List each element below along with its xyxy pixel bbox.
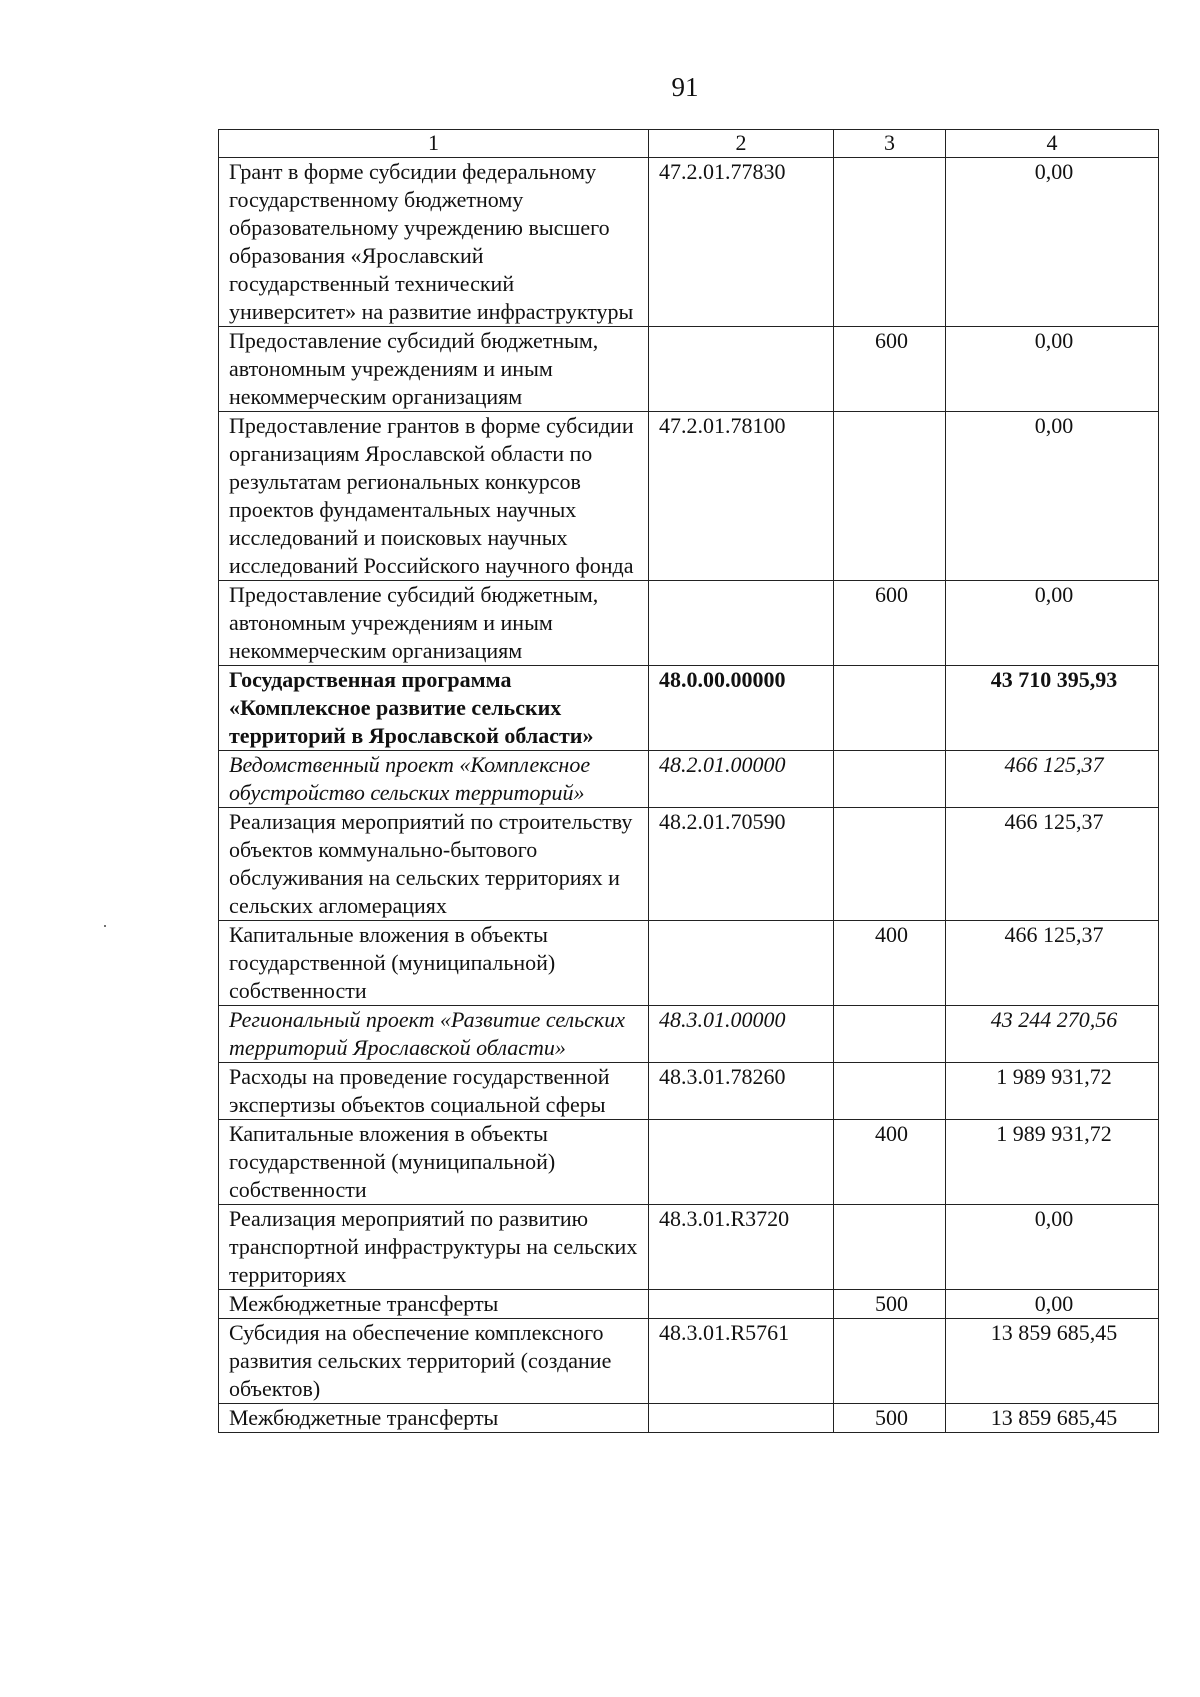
row-kind-cell: 500 [834,1404,946,1433]
row-kind-cell: 400 [834,1120,946,1205]
row-kind-cell: 600 [834,581,946,666]
table-row [219,1290,1159,1319]
row-code-cell: 48.3.01.00000 [649,1006,834,1063]
row-amount-cell: 0,00 [946,1205,1159,1290]
row-name-cell: Государственная программа «Комплексное развитие сельских территорий в Ярославской области» [219,666,649,751]
row-kind-cell [834,412,946,581]
row-code-cell: 48.2.01.00000 [649,751,834,808]
row-kind-cell: 400 [834,921,946,1006]
table-row [219,751,1159,808]
row-amount-cell: 466 125,37 [946,751,1159,808]
row-kind-cell [834,808,946,921]
header-col-3: 3 [834,130,946,158]
page-number: 91 [671,72,699,102]
row-code-cell: 48.3.01.R3720 [649,1205,834,1290]
header-col-2: 2 [649,130,834,158]
row-name-cell: Межбюджетные трансферты [219,1404,649,1433]
row-code-cell: 47.2.01.77830 [649,158,834,327]
table-row [219,1006,1159,1063]
row-name-cell: Предоставление субсидий бюджетным, автономным учреждениям и иным некоммерческим организациям [219,581,649,666]
row-code-cell [649,921,834,1006]
budget-table [218,129,1159,1433]
row-kind-cell [834,1006,946,1063]
row-kind-cell [834,1319,946,1404]
row-kind-cell [834,158,946,327]
table-body [219,158,1159,1433]
row-code-cell [649,1404,834,1433]
row-amount-cell: 1 989 931,72 [946,1063,1159,1120]
row-name-cell: Региональный проект «Развитие сельских территорий Ярославской области» [219,1006,649,1063]
row-name-cell: Предоставление грантов в форме субсидии организациям Ярославской области по результатам региональных конкурсов проектов фундаментальных научных исследований и поисковых научных исследований Российского научного фонда [219,412,649,581]
table-row [219,921,1159,1006]
header-col-4: 4 [946,130,1159,158]
table-row [219,666,1159,751]
row-name-cell: Грант в форме субсидии федеральному государственному бюджетному образовательному учреждению высшего образования «Ярославский государственный технический университет» на развитие инфраструктуры [219,158,649,327]
row-name-cell: Субсидия на обеспечение комплексного развития сельских территорий (создание объектов) [219,1319,649,1404]
table-row [219,1120,1159,1205]
row-kind-cell [834,751,946,808]
table-row [219,581,1159,666]
row-code-cell [649,581,834,666]
row-name-cell: Ведомственный проект «Комплексное обустройство сельских территорий» [219,751,649,808]
row-amount-cell: 13 859 685,45 [946,1404,1159,1433]
table-header-row [219,130,1159,158]
row-kind-cell [834,1205,946,1290]
row-kind-cell [834,1063,946,1120]
row-name-cell: Межбюджетные трансферты [219,1290,649,1319]
row-code-cell: 47.2.01.78100 [649,412,834,581]
row-amount-cell: 43 710 395,93 [946,666,1159,751]
row-amount-cell: 0,00 [946,327,1159,412]
row-code-cell: 48.3.01.78260 [649,1063,834,1120]
row-name-cell: Капитальные вложения в объекты государственной (муниципальной) собственности [219,921,649,1006]
header-col-1: 1 [219,130,649,158]
row-kind-cell: 500 [834,1290,946,1319]
row-amount-cell: 0,00 [946,581,1159,666]
row-code-cell: 48.2.01.70590 [649,808,834,921]
row-amount-cell: 0,00 [946,412,1159,581]
row-kind-cell [834,666,946,751]
table-row [219,1063,1159,1120]
row-name-cell: Расходы на проведение государственной экспертизы объектов социальной сферы [219,1063,649,1120]
scan-speck [104,925,106,927]
row-code-cell [649,327,834,412]
row-code-cell: 48.3.01.R5761 [649,1319,834,1404]
table-row [219,1404,1159,1433]
row-name-cell: Реализация мероприятий по строительству объектов коммунально-бытового обслуживания на сельских территориях и сельских агломерациях [219,808,649,921]
row-amount-cell: 466 125,37 [946,921,1159,1006]
table-row [219,412,1159,581]
table-row [219,1205,1159,1290]
row-code-cell [649,1290,834,1319]
row-name-cell: Капитальные вложения в объекты государственной (муниципальной) собственности [219,1120,649,1205]
row-amount-cell: 0,00 [946,1290,1159,1319]
row-amount-cell: 466 125,37 [946,808,1159,921]
table-row [219,808,1159,921]
table-row [219,158,1159,327]
table-row [219,327,1159,412]
table-row [219,1319,1159,1404]
row-amount-cell: 13 859 685,45 [946,1319,1159,1404]
row-amount-cell: 0,00 [946,158,1159,327]
row-kind-cell: 600 [834,327,946,412]
row-name-cell: Предоставление субсидий бюджетным, автономным учреждениям и иным некоммерческим организациям [219,327,649,412]
row-name-cell: Реализация мероприятий по развитию транспортной инфраструктуры на сельских территориях [219,1205,649,1290]
row-amount-cell: 1 989 931,72 [946,1120,1159,1205]
row-code-cell [649,1120,834,1205]
row-code-cell: 48.0.00.00000 [649,666,834,751]
row-amount-cell: 43 244 270,56 [946,1006,1159,1063]
